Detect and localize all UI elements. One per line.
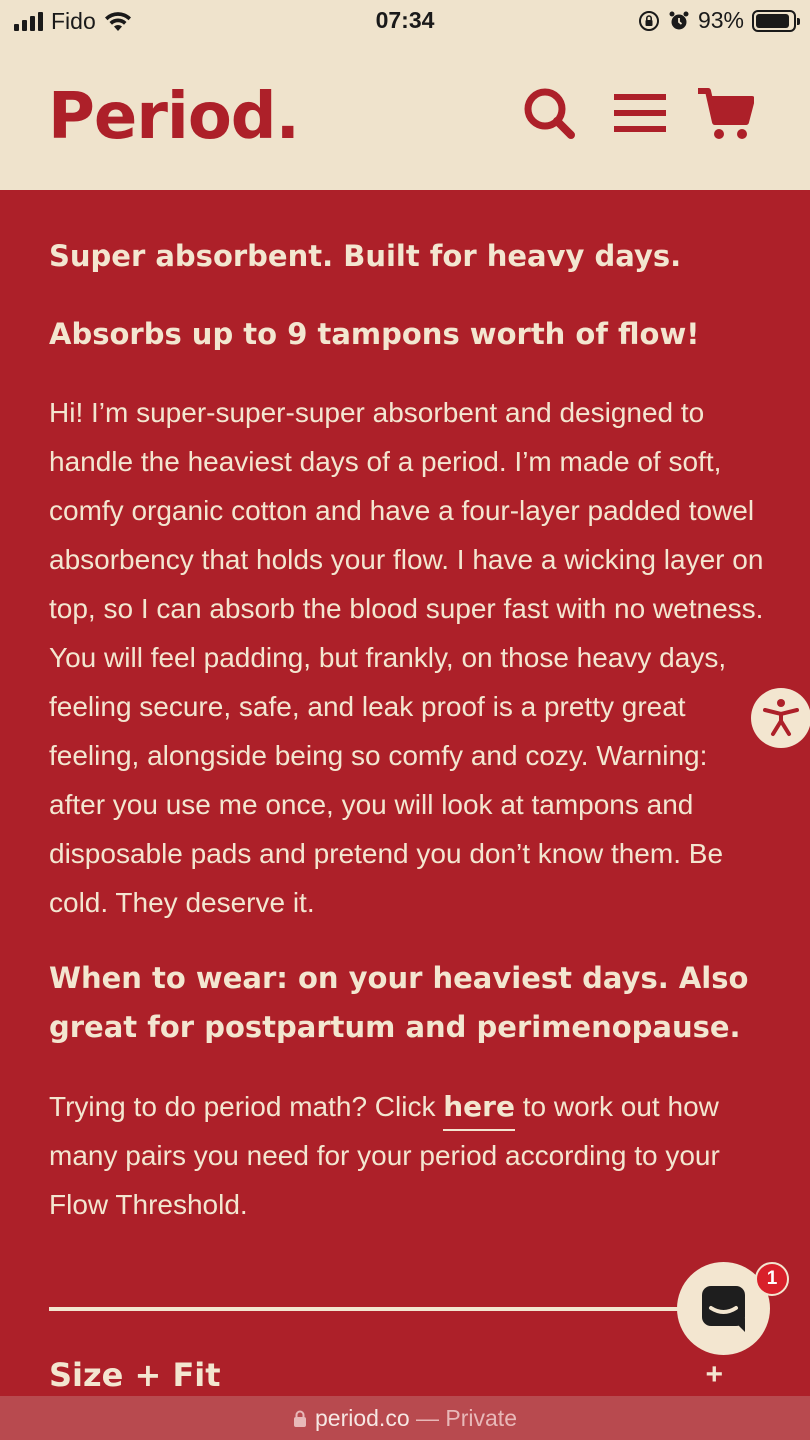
period-math-link[interactable]: here <box>443 1090 515 1131</box>
status-bar <box>0 0 810 42</box>
period-math-text-before: Trying to do period math? Click <box>49 1091 444 1122</box>
headline: Super absorbent. Built for heavy days. <box>49 239 682 273</box>
private-label: — Private <box>416 1405 517 1431</box>
accessibility-button[interactable] <box>751 688 810 748</box>
lock-icon <box>293 1410 307 1428</box>
battery-icon <box>752 10 796 32</box>
url-domain: period.co <box>315 1405 410 1431</box>
alarm-icon <box>668 10 690 32</box>
cart-icon[interactable] <box>696 86 754 142</box>
status-right <box>638 7 796 34</box>
accessibility-icon <box>751 688 810 748</box>
site-header <box>0 42 810 190</box>
browser-url-bar[interactable] <box>0 1396 810 1440</box>
section-divider <box>49 1307 729 1311</box>
when-to-wear: When to wear: on your heaviest days. Also great for postpartum and perimenopause. <box>49 961 749 1044</box>
battery-percent: 93% <box>697 7 744 33</box>
battery-fill <box>756 14 789 28</box>
carrier-name: Fido <box>51 8 96 34</box>
orientation-lock-icon <box>638 10 660 32</box>
expand-plus-icon[interactable]: + <box>705 1358 723 1391</box>
menu-icon[interactable] <box>613 86 667 140</box>
clock: 07:34 <box>375 7 435 33</box>
chat-notification-badge: 1 <box>755 1262 789 1296</box>
description-paragraph: Hi! I’m super-super-super absorbent and designed to handle the heaviest days of a period. I’m made of soft, comfy organic cotton and have a four-layer padded towel absorbency that holds your flow. I have a wicking layer on top, so I can absorb the blood super fast with no wetness. You will feel padding, but frankly, on those heavy days, feeling secure, safe, and leak proof is a pretty great feeling, alongside being so comfy and cozy. Warning: after you use me once, you will look at tampons and disposable pads and pretend you don’t know them. Be cold. They deserve it. <box>49 397 764 918</box>
period-math-text-after: to work out how many pairs you need for your period according to your Flow Threshold. <box>49 1091 720 1220</box>
logo[interactable]: Period. <box>48 80 299 154</box>
period-math-paragraph <box>49 1082 764 1229</box>
size-fit-title: Size + Fit <box>49 1356 221 1394</box>
search-icon[interactable] <box>522 86 576 140</box>
subheadline: Absorbs up to 9 tampons worth of flow! <box>49 317 700 351</box>
